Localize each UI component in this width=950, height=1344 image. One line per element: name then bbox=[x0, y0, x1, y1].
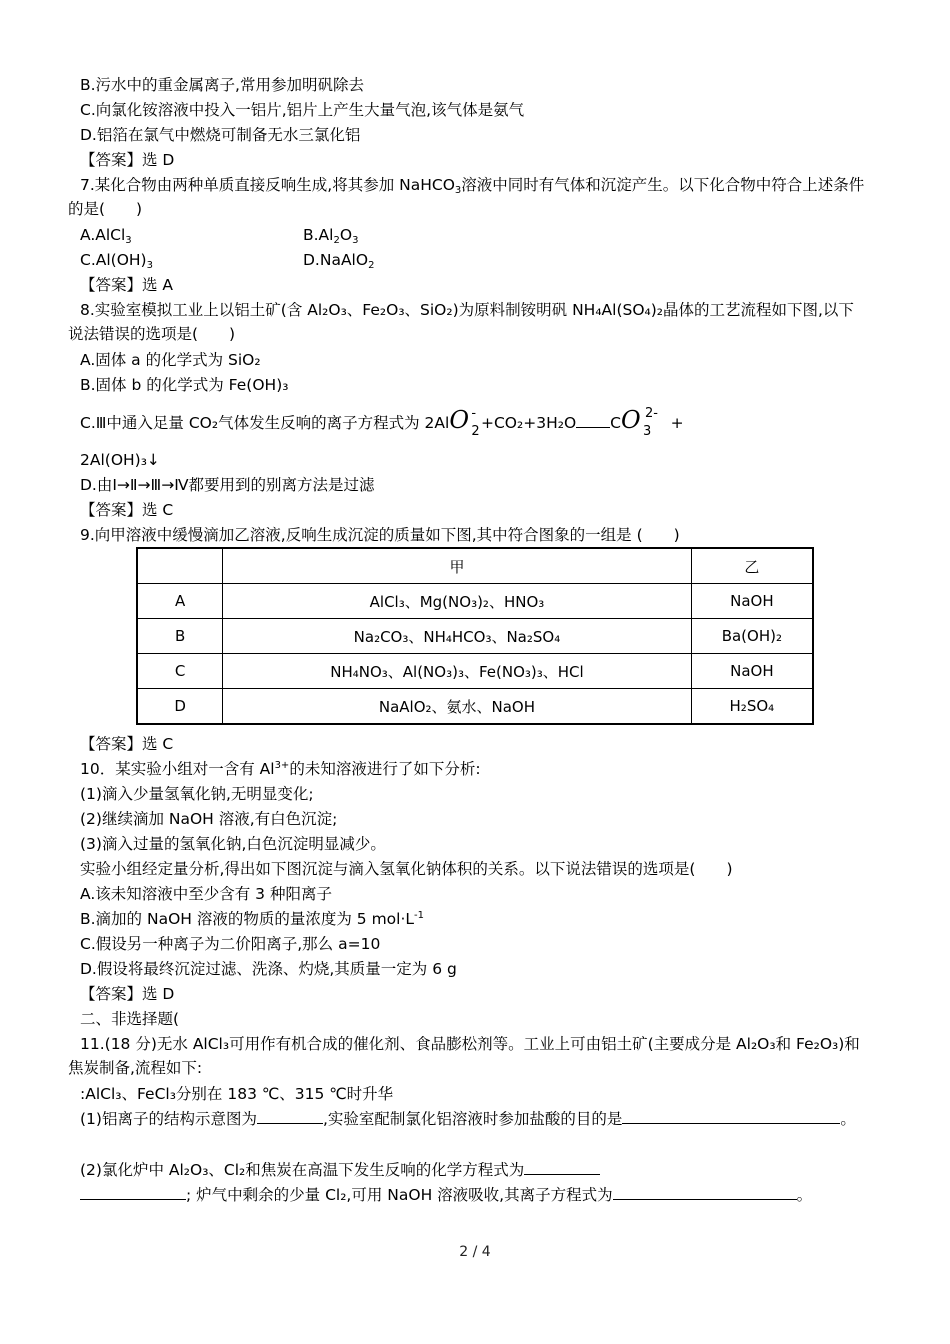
answer-10: 【答案】选 D bbox=[80, 985, 175, 1003]
q7-option-c: $C.Al(OH)_3$ bbox=[80, 251, 153, 271]
q11-part-2-cont: ; 炉气中剩余的少量 Cl₂,可用 NaOH 溶液吸收,其离子方程式为 。 bbox=[80, 1185, 812, 1205]
q10-step-1: (1)滴入少量氢氧化钠,无明显变化; bbox=[80, 785, 314, 803]
section-heading: 二、非选择题( bbox=[80, 1010, 180, 1028]
answer-blank[interactable] bbox=[613, 1185, 797, 1200]
q11-note: :AlCl₃、FeCl₃分别在 183 ℃、315 ℃时升华 bbox=[80, 1085, 394, 1103]
q10-option-b: B.滴加的 NaOH 溶液的物质的量浓度为 5 $mol\cdot L^{-1}$ bbox=[80, 910, 425, 928]
question-7: 7.某化合物由两种单质直接反响生成,将其参加 NaHCO$_3$溶液中同时有气体和沉淀产生。以下化合物中符合上述条件的是( ) bbox=[68, 176, 865, 218]
q10-step-3: (3)滴入过量的氢氧化钠,白色沉淀明显减少。 bbox=[80, 835, 386, 853]
table-cell: NaOH bbox=[691, 654, 813, 689]
table-cell: NH₄NO₃、Al(NO₃)₃、Fe(NO₃)₃、HCl bbox=[223, 654, 692, 689]
q8-option-d: D.由Ⅰ→Ⅱ→Ⅲ→Ⅳ都要用到的别离方法是过滤 bbox=[80, 476, 375, 494]
q8-option-c: C.Ⅲ中通入足量 CO₂气体发生反响的离子方程式为 2AlO - 2 +CO₂+3H₂O CO 2- 3 + bbox=[80, 406, 684, 439]
carbonate-ion-symbol: O 2- 3 bbox=[620, 406, 658, 439]
q7-option-b: $B.Al_2O_3$ bbox=[303, 226, 359, 246]
q10-prompt: 实验小组经定量分析,得出如下图沉淀与滴入氢氧化钠体积的关系。以下说法错误的选项是( ) bbox=[80, 860, 733, 878]
option-d-line: D.铝箔在氯气中燃烧可制备无水三氯化铝 bbox=[80, 126, 361, 144]
q11-part-2: (2)氯化炉中 Al₂O₃、Cl₂和焦炭在高温下发生反响的化学方程式为 bbox=[80, 1160, 600, 1180]
table-cell: B bbox=[137, 619, 223, 654]
q10-option-c: C.假设另一种离子为二价阳离子,那么 a=10 bbox=[80, 935, 381, 953]
table-row bbox=[137, 654, 813, 689]
answer-blank[interactable] bbox=[257, 1109, 323, 1124]
table-header-row bbox=[137, 548, 813, 584]
option-c-line: C.向氯化铵溶液中投入一铝片,铝片上产生大量气泡,该气体是氨气 bbox=[80, 101, 525, 119]
q10-option-d: D.假设将最终沉淀过滤、洗涤、灼烧,其质量一定为 6 g bbox=[80, 960, 457, 978]
answer-8: 【答案】选 C bbox=[80, 501, 174, 519]
table-cell: Ba(OH)₂ bbox=[691, 619, 813, 654]
q7-option-d: D.NaAlO$_2$ bbox=[303, 251, 375, 271]
question-8: 8.实验室模拟工业上以铝土矿(含 Al₂O₃、Fe₂O₃、SiO₂)为原料制铵明矾 NH₄Al(SO₄)₂晶体的工艺流程如下图,以下说法错误的选项是( ) bbox=[68, 301, 854, 343]
table-header-cell: 乙 bbox=[691, 548, 813, 584]
answer-7: 【答案】选 A bbox=[80, 276, 174, 294]
reagent-table bbox=[136, 547, 814, 725]
equation-blank bbox=[576, 413, 610, 428]
q8-option-b: B.固体 b 的化学式为 Fe(OH)₃ bbox=[80, 376, 289, 394]
q11-part-1: (1)铝离子的结构示意图为 ,实验室配制氯化铝溶液时参加盐酸的目的是 。 bbox=[80, 1110, 856, 1128]
q8-option-a: A.固体 a 的化学式为 SiO₂ bbox=[80, 351, 261, 369]
table-cell: A bbox=[137, 584, 223, 619]
answer-blank[interactable] bbox=[524, 1160, 600, 1175]
table-cell: Na₂CO₃、NH₄HCO₃、Na₂SO₄ bbox=[223, 619, 692, 654]
option-b-line: B.污水中的重金属离子,常用参加明矾除去 bbox=[80, 76, 364, 94]
table-cell: H₂SO₄ bbox=[691, 689, 813, 725]
q10-step-2: (2)继续滴加 NaOH 溶液,有白色沉淀; bbox=[80, 810, 338, 828]
aluminate-ion-symbol: O - 2 bbox=[449, 406, 480, 439]
table-row bbox=[137, 584, 813, 619]
answer-blank[interactable] bbox=[622, 1109, 840, 1124]
table-cell: NaOH bbox=[691, 584, 813, 619]
q10-option-a: A.该未知溶液中至少含有 3 种阳离子 bbox=[80, 885, 332, 903]
q8-option-c-cont: 2Al(OH)₃↓ bbox=[80, 451, 160, 469]
page-number: 2 / 4 bbox=[459, 1244, 491, 1260]
table-header-cell bbox=[137, 548, 223, 584]
question-9: 9.向甲溶液中缓慢滴加乙溶液,反响生成沉淀的质量如下图,其中符合图象的一组是 ( ) bbox=[80, 526, 680, 544]
table-cell: AlCl₃、Mg(NO₃)₂、HNO₃ bbox=[223, 584, 692, 619]
question-11: 11.(18 分)无水 AlCl₃可用作有机合成的催化剂、食品膨松剂等。工业上可由铝土矿(主要成分是 Al₂O₃和 Fe₂O₃)和焦炭制备,流程如下: bbox=[68, 1035, 860, 1077]
table-cell: NaAlO₂、氨水、NaOH bbox=[223, 689, 692, 725]
table-row bbox=[137, 619, 813, 654]
q7-option-a: A.AlCl$_3$ bbox=[80, 226, 132, 246]
table-header-cell: 甲 bbox=[223, 548, 692, 584]
table-row bbox=[137, 689, 813, 725]
answer-9: 【答案】选 C bbox=[80, 735, 174, 753]
table-cell: D bbox=[137, 689, 223, 725]
answer-6: 【答案】选 D bbox=[80, 151, 175, 169]
question-10: 10．某实验小组对一含有 $Al^{3+}$的未知溶液进行了如下分析: bbox=[80, 760, 481, 778]
table-cell: C bbox=[137, 654, 223, 689]
answer-blank[interactable] bbox=[80, 1185, 186, 1200]
